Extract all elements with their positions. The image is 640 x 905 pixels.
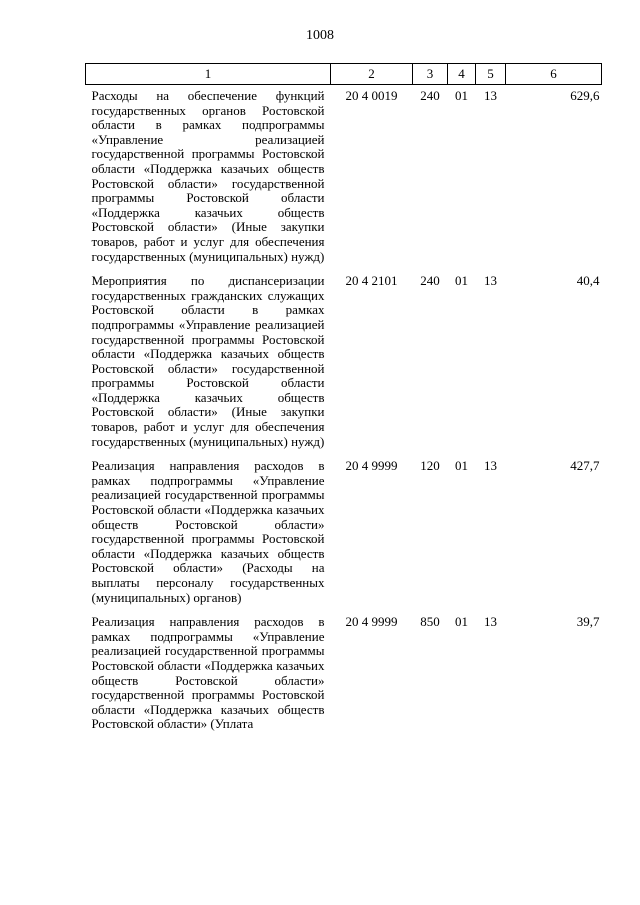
budget-table <box>85 63 602 738</box>
row-section: 01 <box>455 458 468 474</box>
row-target-code: 20 4 9999 <box>345 458 398 474</box>
row-subsection: 13 <box>484 88 497 103</box>
column-header: 1 <box>86 64 331 85</box>
table-header-row <box>86 64 602 85</box>
column-header: 4 <box>448 64 476 85</box>
row-target-code: 20 4 9999 <box>345 614 398 630</box>
column-header: 5 <box>476 64 506 85</box>
row-target-code: 20 4 0019 <box>345 88 398 103</box>
row-description: Реализация направления расходов в рамках подпрограммы «Управление реализацией государственной программы Ростовской области «Поддержка казачьих обществ Ростовской области» государственной программы Ростовской области «Поддержка казачьих обществ Ростовской области» (Уплата <box>91 614 325 732</box>
row-expense-type: 240 <box>420 88 440 103</box>
row-section: 01 <box>455 88 468 103</box>
row-section: 01 <box>455 614 468 630</box>
row-amount: 39,7 <box>576 614 600 630</box>
column-header: 6 <box>506 64 602 85</box>
row-amount: 629,6 <box>570 88 600 103</box>
table-row <box>86 455 602 611</box>
column-header: 3 <box>413 64 448 85</box>
page-number: 1008 <box>306 28 334 43</box>
row-subsection: 13 <box>484 614 497 630</box>
row-subsection: 13 <box>484 458 497 474</box>
row-expense-type: 240 <box>420 273 440 289</box>
row-description: Мероприятия по диспансеризации государственных гражданских служащих Ростовской области в рамках подпрограммы «Управление реализацией государственной программы Ростовской области «Поддержка казачьих обществ Ростовской области» государственной программы Ростовской области «Поддержка казачьих обществ Ростовской области» (Иные закупки товаров, работ и услуг для обеспечения государственных (муниципальных) нужд) <box>91 273 325 449</box>
row-subsection: 13 <box>484 273 497 289</box>
row-description: Реализация направления расходов в рамках подпрограммы «Управление реализацией государственной программы Ростовской области «Поддержка казачьих обществ Ростовской области» государственной программы Ростовской области «Поддержка казачьих обществ Ростовской области» (Расходы на выплаты персоналу государственных (муниципальных) органов) <box>91 458 325 605</box>
column-header: 2 <box>331 64 413 85</box>
row-amount: 40,4 <box>576 273 600 289</box>
row-section: 01 <box>455 273 468 289</box>
row-amount: 427,7 <box>570 458 600 474</box>
row-description: Расходы на обеспечение функций государственных органов Ростовской области в рамках подпрограммы «Управление реализацией государственной программы Ростовской области «Поддержка казачьих обществ Ростовской области» государственной программы Ростовской области «Поддержка казачьих обществ Ростовской области» (Иные закупки товаров, работ и услуг для обеспечения государственных (муниципальных) нужд) <box>91 88 325 264</box>
table-row <box>86 611 602 738</box>
row-expense-type: 120 <box>420 458 440 474</box>
row-expense-type: 850 <box>420 614 440 630</box>
table-row <box>86 85 602 271</box>
table-row <box>86 270 602 455</box>
row-target-code: 20 4 2101 <box>345 273 398 289</box>
